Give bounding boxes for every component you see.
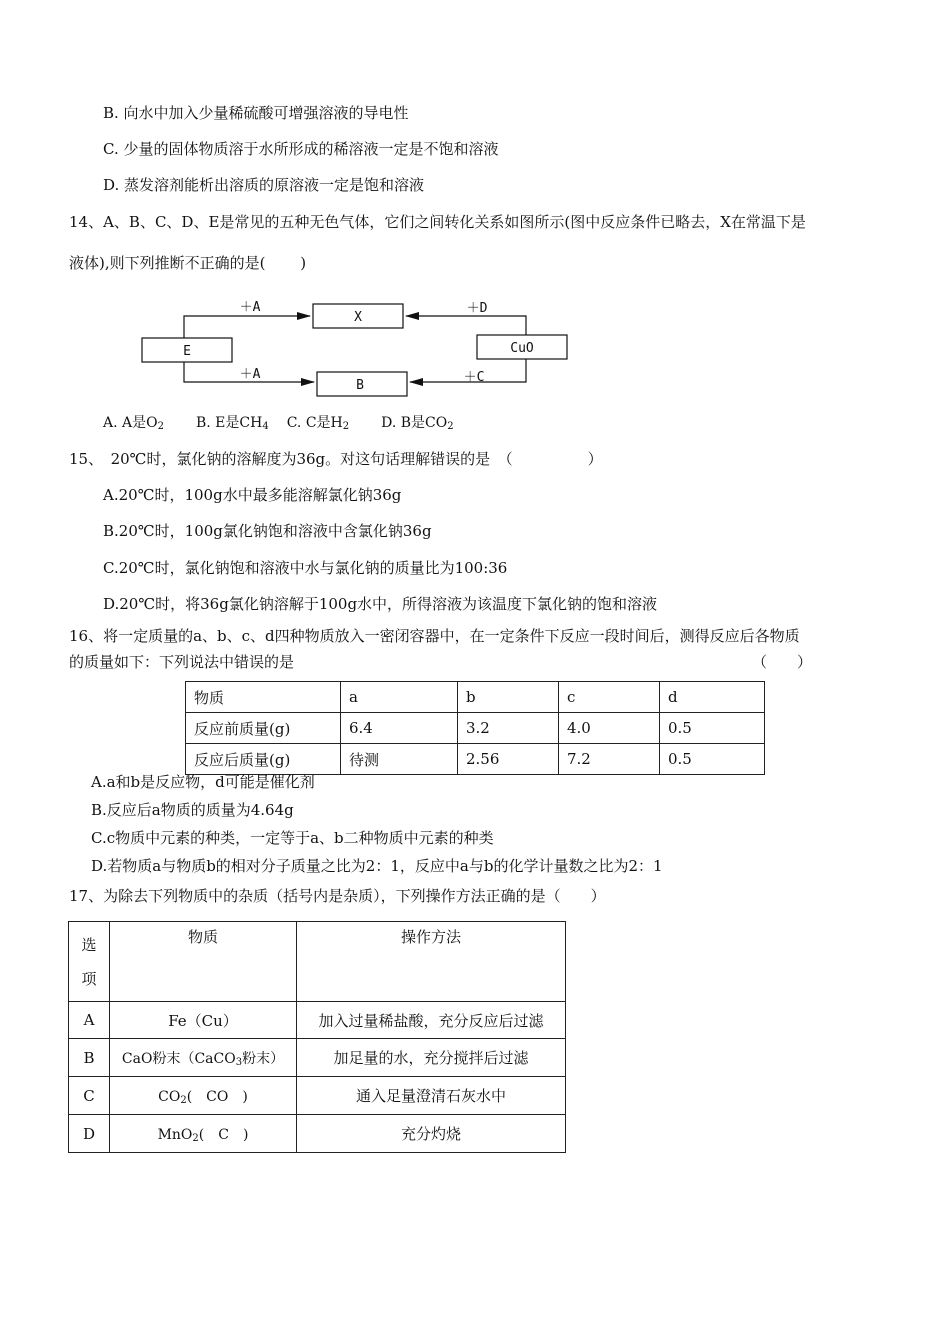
table-cell: 7.2 — [559, 744, 660, 775]
table-row — [186, 682, 765, 713]
table-cell: 物质 — [186, 682, 341, 713]
q13-option-c: C. 少量的固体物质溶于水所形成的稀溶液一定是不饱和溶液 — [103, 140, 499, 158]
table-row — [69, 1115, 566, 1153]
box-x-label: X — [354, 310, 362, 325]
table-cell: A — [69, 1002, 110, 1039]
arrow-cuo-to-x — [406, 316, 526, 335]
q15-option-b: B.20℃时，100g氯化钠饱和溶液中含氯化钠36g — [103, 522, 432, 540]
q16-mass-table — [185, 681, 765, 775]
q14-option-a: A. A是$O_2$ — [103, 415, 164, 432]
table-cell: 反应前质量(g) — [186, 713, 341, 744]
table-cell: b — [458, 682, 559, 713]
table-cell: B — [69, 1039, 110, 1077]
table-cell: 操作方法 — [297, 922, 566, 1002]
header-option-bottom: 项 — [81, 969, 97, 988]
table-row — [186, 744, 765, 775]
table-row — [186, 713, 765, 744]
q16-option-a: A.a和b是反应物，d可能是催化剂 — [91, 773, 315, 791]
q17-options-table — [68, 921, 566, 1153]
box-cuo-label: CuO — [510, 341, 534, 356]
table-cell: 0.5 — [660, 713, 765, 744]
table-row — [69, 1039, 566, 1077]
table-cell: 加足量的水，充分搅拌后过滤 — [297, 1039, 566, 1077]
q14-option-d: D. B是$CO_2$ — [381, 415, 454, 432]
table-row — [69, 1077, 566, 1115]
q15-stem: 15、 20℃时，氯化钠的溶解度为36g。对这句话理解错误的是 （ ） — [69, 450, 603, 468]
q17-stem: 17、为除去下列物质中的杂质（括号内是杂质），下列操作方法正确的是（ ） — [69, 887, 606, 905]
table-cell: C — [69, 1077, 110, 1115]
q16-option-d: D.若物质a与物质b的相对分子质量之比为2：1，反应中a与b的化学计量数之比为2：1 — [91, 857, 663, 875]
q16-stem-line1: 16、将一定质量的a、b、c、d四种物质放入一密闭容器中，在一定条件下反应一段时间后，测得反应后各物质 — [69, 627, 800, 645]
table-row — [69, 1002, 566, 1039]
q15-option-a: A.20℃时，100g水中最多能溶解氯化钠36g — [103, 486, 402, 504]
table-cell: 3.2 — [458, 713, 559, 744]
table-cell: a — [341, 682, 458, 713]
table-cell: Fe（Cu） — [110, 1002, 297, 1039]
box-b-label: B — [356, 378, 364, 393]
table-cell: 充分灼烧 — [297, 1115, 566, 1153]
table-cell: 0.5 — [660, 744, 765, 775]
q16-answer-paren: （ ） — [752, 653, 813, 671]
table-cell: CaO粉末（CaCO$_3$粉末） — [110, 1039, 297, 1077]
q16-option-c: C.c物质中元素的种类，一定等于a、b二种物质中元素的种类 — [91, 829, 494, 847]
q13-option-d: D. 蒸发溶剂能析出溶质的原溶液一定是饱和溶液 — [103, 176, 425, 194]
q16-stem-line2: 的质量如下：下列说法中错误的是 — [69, 653, 295, 671]
q14-options — [103, 413, 454, 437]
table-cell: $CO_2$( CO ) — [110, 1077, 297, 1115]
q14-option-c: C. C是$H_2$ — [286, 415, 350, 432]
q15-option-c: C.20℃时，氯化钠饱和溶液中水与氯化钠的质量比为100:36 — [103, 559, 508, 577]
q15-option-d: D.20℃时，将36g氯化钠溶解于100g水中，所得溶液为该温度下氯化钠的饱和溶液 — [103, 595, 658, 613]
table-cell: 6.4 — [341, 713, 458, 744]
q14-stem-line2: 液体),则下列推断不正确的是( ) — [69, 254, 307, 272]
table-cell: 加入过量稀盐酸，充分反应后过滤 — [297, 1002, 566, 1039]
table-cell: 2.56 — [458, 744, 559, 775]
header-option-top: 选 — [81, 935, 97, 954]
label-plus-d: ＋D — [466, 301, 488, 316]
table-cell: 4.0 — [559, 713, 660, 744]
table-cell: c — [559, 682, 660, 713]
label-plus-c: ＋C — [463, 370, 485, 385]
table-cell — [69, 922, 110, 1002]
q16-option-b: B.反应后a物质的质量为4.64g — [91, 801, 294, 819]
box-e-label: E — [183, 344, 191, 359]
q14-option-b: B. E是$CH_4$ — [195, 415, 269, 432]
label-plus-a-bottom: ＋A — [239, 367, 261, 382]
table-cell: 物质 — [110, 922, 297, 1002]
table-cell: 待测 — [341, 744, 458, 775]
arrow-e-to-x — [184, 316, 310, 338]
table-cell: 通入足量澄清石灰水中 — [297, 1077, 566, 1115]
label-plus-a-top: ＋A — [239, 300, 261, 315]
q13-option-b: B. 向水中加入少量稀硫酸可增强溶液的导电性 — [103, 104, 409, 122]
table-cell: 反应后质量(g) — [186, 744, 341, 775]
table-cell: MnO$_2$( C ) — [110, 1115, 297, 1153]
table-row — [69, 922, 566, 1002]
q14-stem-line1: 14、A、B、C、D、E是常见的五种无色气体，它们之间转化关系如图所示(图中反应条件已略去，X在常温下是 — [69, 213, 806, 231]
table-cell: d — [660, 682, 765, 713]
table-cell: D — [69, 1115, 110, 1153]
